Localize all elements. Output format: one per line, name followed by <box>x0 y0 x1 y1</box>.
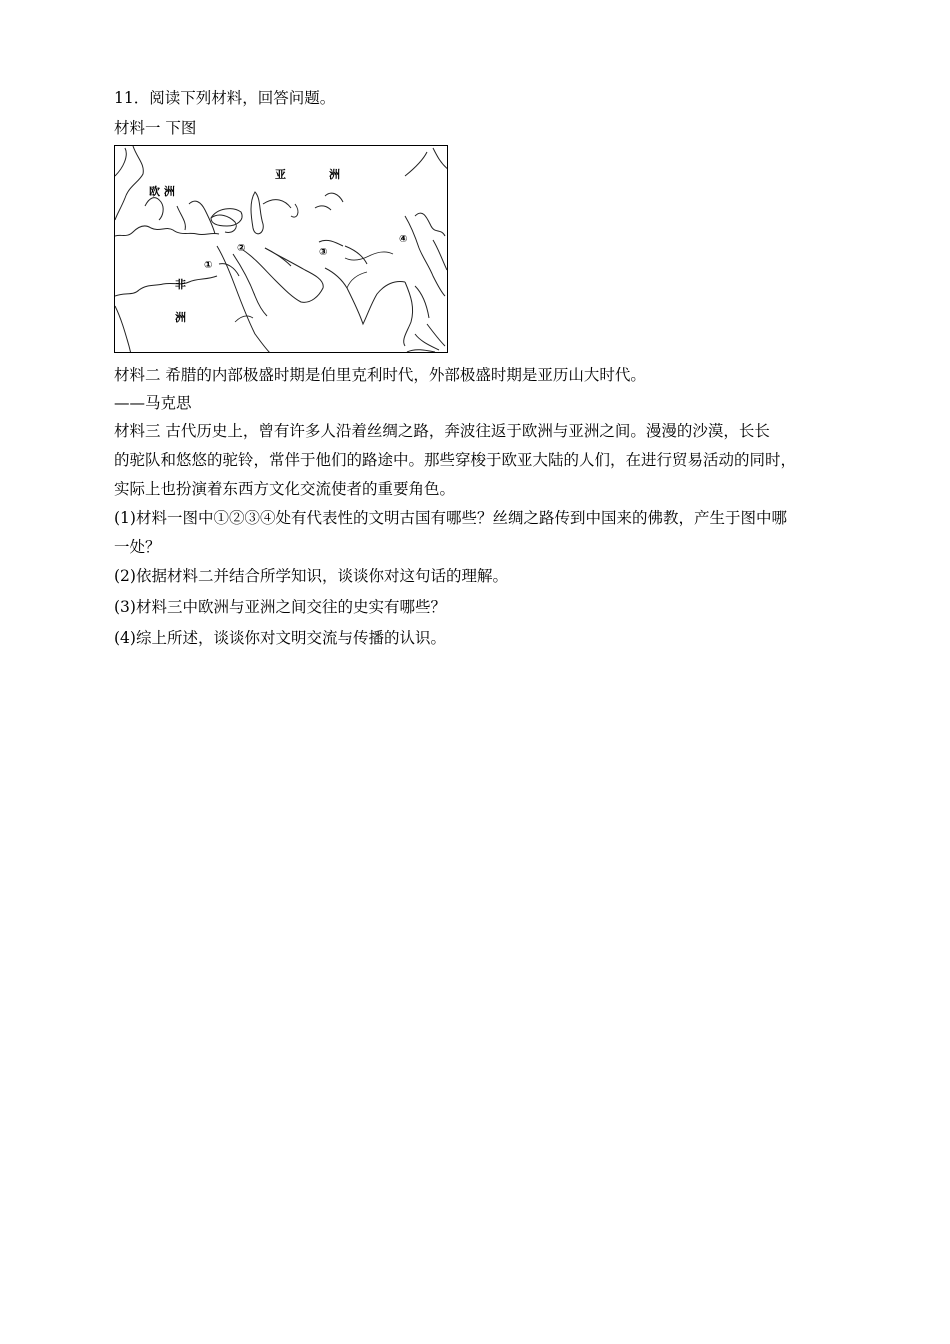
question-3: (3)材料三中欧洲与亚洲之间交往的史实有哪些？ <box>114 598 446 616</box>
question-2: (2)依据材料二并结合所学知识，谈谈你对这句话的理解。 <box>114 567 508 585</box>
question-1-line-2: 一处？ <box>114 538 161 556</box>
question-1-line-1: (1)材料一图中①②③④处有代表性的文明古国有哪些？丝绸之路传到中国来的佛教，产生于图中哪 <box>114 509 787 527</box>
map-marker-1: ① <box>204 260 213 271</box>
question-4: (4)综上所述，谈谈你对文明交流与传播的认识。 <box>114 629 446 647</box>
map-label-africa-1: 非 <box>175 278 186 291</box>
question-heading: 11．阅读下列材料，回答问题。 <box>114 89 336 107</box>
material2-text: 材料二 希腊的内部极盛时期是伯里克利时代，外部极盛时期是亚历山大时代。 <box>114 366 646 384</box>
map-marker-4: ④ <box>399 234 408 245</box>
map-label-europe: 欧 洲 <box>149 185 175 198</box>
material3-line-2: 的驼队和悠悠的驼铃，常伴于他们的路途中。那些穿梭于欧亚大陆的人们，在进行贸易活动的同时， <box>114 451 797 469</box>
map-label-africa-2: 洲 <box>175 311 186 324</box>
map-label-asia-1: 亚 <box>275 168 286 181</box>
material3-line-3: 实际上也扮演着东西方文化交流使者的重要角色。 <box>114 480 456 498</box>
material1-label: 材料一 下图 <box>114 119 197 137</box>
map-marker-2: ② <box>237 243 246 254</box>
map-figure <box>114 145 448 353</box>
material3-line-1: 材料三 古代历史上，曾有许多人沿着丝绸之路，奔波往返于欧洲与亚洲之间。漫漫的沙漠，长长 <box>114 422 770 440</box>
material2-source: ——马克思 <box>114 394 192 412</box>
map-label-asia-2: 洲 <box>329 168 340 181</box>
map-marker-3: ③ <box>319 247 328 258</box>
